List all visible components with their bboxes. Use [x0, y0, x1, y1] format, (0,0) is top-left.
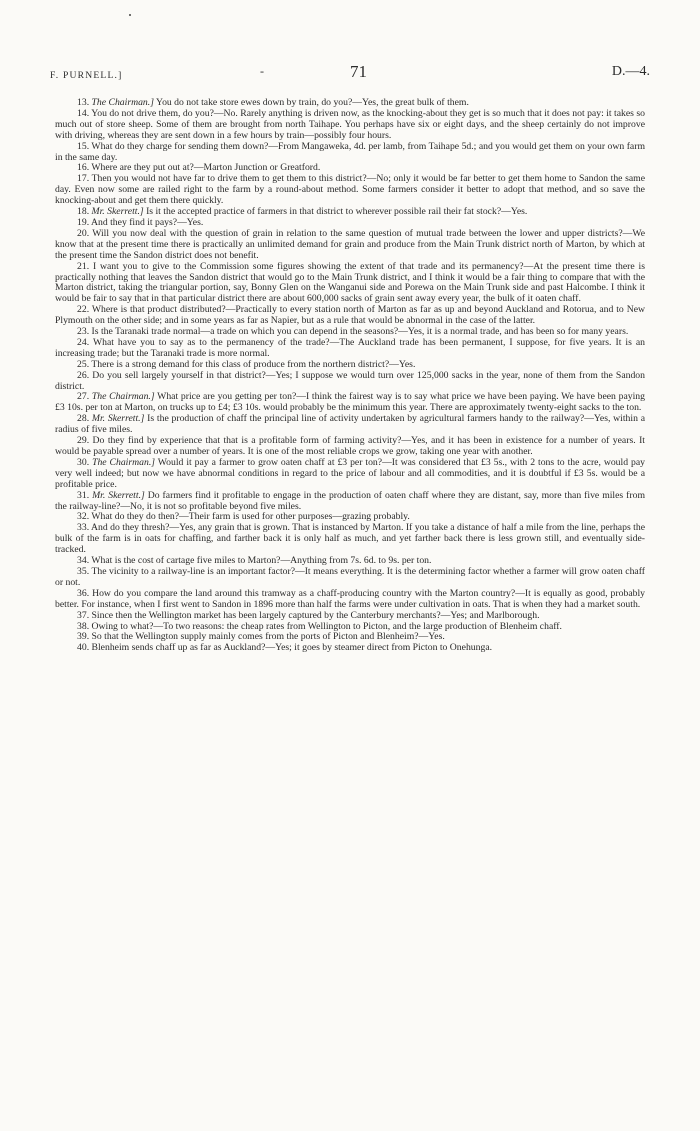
question-answer-text: Owing to what?—To two reasons: the cheap rates from Wellington to Picton, and the large production of Blenheim chaff.: [91, 620, 562, 632]
ink-speck: [129, 14, 131, 16]
speaker-label: Mr. Skerrett.]: [91, 206, 144, 218]
question-answer-paragraph: [55, 414, 645, 436]
question-answer-paragraph: [55, 174, 645, 207]
question-answer-paragraph: [55, 643, 645, 654]
question-number: 34.: [77, 555, 90, 567]
question-answer-text: Then you would not have far to drive them to get them to this district?—No; only it would be far better to get them home to Sandon the same day. Even now some are railed right to the farm by a round-about method. Some farmers consider it better to adopt that method, and so save the knocking-about and get them there quickly.: [55, 173, 645, 207]
question-number: 33.: [77, 522, 90, 534]
question-answer-paragraph: [55, 109, 645, 142]
question-answer-text: And they find it pays?—Yes.: [91, 216, 204, 228]
speaker-label: The Chairman.]: [91, 391, 155, 403]
question-answer-paragraph: [55, 523, 645, 556]
question-answer-text: What price are you getting per ton?—I think the fairest way is to say what price we have been paying. We have been paying £3 10s. per ton at Marton, on trucks up to £4; £3 10s. would probably be the minimum this year. There are approximately twenty-eight sacks to the ton.: [55, 391, 645, 414]
page-number: 71: [350, 62, 367, 81]
speaker-label: Mr. Skerrett.]: [92, 489, 145, 501]
question-answer-paragraph: [55, 436, 645, 458]
question-number: 24.: [77, 336, 90, 348]
question-number: 21.: [77, 260, 90, 272]
question-answer-paragraph: [55, 305, 645, 327]
question-number: 27.: [77, 391, 90, 403]
question-number: 26.: [77, 369, 90, 381]
witness-name: F. PURNELL.]: [50, 70, 123, 81]
question-answer-paragraph: [55, 589, 645, 611]
question-number: 17.: [77, 173, 90, 185]
question-answer-text: Will you now deal with the question of grain in relation to the same question of mutual trade between the lower and upper districts?—We know that at the present time there is practically an unlimited demand for grain and produce from the Main Trunk district north of Marton, by which at the present time the Sandon district does not benefit.: [55, 227, 645, 261]
question-answer-text: There is a strong demand for this class of produce from the northern district?—Yes.: [91, 358, 416, 370]
question-answer-text: The vicinity to a railway-line is an important factor?—It means everything. It is the determining factor whether a farmer will grow oaten chaff or not.: [55, 565, 645, 588]
question-answer-paragraph: [55, 142, 645, 164]
question-answer-text: What have you to say as to the permanency of the trade?—The Auckland trade has been permanent, I suppose, for five years. It is an increasing trade; but the Taranaki trade is more normal.: [55, 336, 646, 359]
question-number: 15.: [77, 140, 90, 152]
question-answer-text: Since then the Wellington market has been largely captured by the Canterbury merchants?—Yes; and Marlborough.: [91, 609, 540, 621]
question-number: 25.: [77, 358, 90, 370]
question-answer-text: And do they thresh?—Yes, any grain that is grown. That is instanced by Marton. If you take a distance of half a mile from the line, perhaps the bulk of the farm is in oats for chaffing, and farther back it is only half as much, and yet farther back there is less grown still, and eventually side-tracked.: [55, 522, 646, 556]
question-number: 13.: [77, 97, 90, 108]
question-answer-text: You do not take store ewes down by train, do you?—Yes, the great bulk of them.: [153, 97, 469, 108]
question-answer-text: Do you sell largely yourself in that district?—Yes; I suppose we would turn over 125,000 sacks in the year, none of them from the Sandon district.: [55, 369, 645, 392]
question-answer-text: So that the Wellington supply mainly comes from the ports of Picton and Blenheim?—Yes.: [91, 631, 445, 643]
question-answer-text: Is the production of chaff the principal line of activity undertaken by agricultural farmers handy to the railway?—Yes, within a radius of five miles.: [55, 413, 646, 436]
question-answer-text: Where are they put out at?—Marton Junction or Greatford.: [91, 162, 321, 174]
question-number: 38.: [77, 620, 90, 632]
question-number: 30.: [77, 456, 90, 468]
question-answer-text: Would it pay a farmer to grow oaten chaff at £3 per ton?—It was considered that £3 5s., with 2 tons to the acre, would pay very well indeed; but now we have abnormal conditions in regard to the price of labour and all commodities, and it is doubtful if £3 5s. would be a profitable price.: [55, 456, 645, 490]
question-answer-paragraph: [55, 567, 645, 589]
question-answer-text: Where is that product distributed?—Practically to every station north of Marton as far as up and beyond Auckland and Rotorua, and to New Plymouth on the other side; and in some years as far as Napier, but as a rule that would be abnormal in the case of the latter.: [55, 304, 645, 327]
question-answer-paragraph: [55, 491, 645, 513]
testimony-body: [55, 98, 645, 654]
question-answer-text: Blenheim sends chaff up as far as Auckland?—Yes; it goes by steamer direct from Picton to Onehunga.: [91, 642, 493, 654]
question-answer-text: Is it the accepted practice of farmers in that district to wherever possible rail their fat stock?—Yes.: [143, 206, 528, 218]
question-number: 40.: [77, 642, 90, 654]
question-answer-text: How do you compare the land around this tramway as a chaff-producing country with the Marton country?—It is equally as good, probably better. For instance, when I first went to Sandon in 1896 more than half the farms were under cultivation in oats. That is when they had a market south.: [55, 587, 645, 610]
question-number: 39.: [77, 631, 90, 643]
question-number: 22.: [77, 304, 90, 316]
question-answer-text: I want you to give to the Commission some figures showing the extent of that trade and its permanency?—At the present time there is practically nothing that leaves the Sandon district that would go to the Main Trunk district, and I think it would be a fair thing to compare that with the Marton district, taking the triangular portion, say, Bonny Glen on the Wanganui side and Porewa on the Main Trunk side and past Halcombe. I think it would be fair to say that in that particular district there are about 600,000 sacks of grain sent away every year, the bulk of it oaten chaff.: [55, 260, 645, 305]
question-number: 16.: [77, 162, 90, 174]
question-number: 35.: [77, 565, 90, 577]
speaker-label: The Chairman.]: [91, 97, 154, 108]
question-answer-text: What do they do then?—Their farm is used for other purposes—grazing probably.: [91, 511, 410, 523]
question-answer-paragraph: [55, 392, 645, 414]
question-number: 18.: [77, 206, 90, 218]
question-answer-text: Do farmers find it profitable to engage in the production of oaten chaff where they are distant, say, more than five miles from the railway-line?—No, it is not so profitable beyond five miles.: [55, 489, 645, 512]
question-answer-paragraph: [55, 458, 645, 491]
question-answer-paragraph: [55, 229, 645, 262]
question-number: 28.: [77, 413, 90, 425]
question-number: 29.: [77, 435, 90, 447]
running-header: [50, 62, 650, 84]
question-answer-text: You do not drive them, do you?—No. Rarely anything is driven now, as the knocking-about they get is so much that it does not pay: it takes so much out of store sheep. Some of them are brought from north Taihape. You perhaps have six or eight days, and the sheep certainly do not improve with driving, whereas they are sent down in a few hours by train—possibly four hours.: [55, 107, 645, 141]
speaker-label: The Chairman.]: [92, 456, 156, 468]
question-answer-paragraph: [55, 338, 645, 360]
question-number: 32.: [77, 511, 90, 523]
question-answer-text: Do they find by experience that that is a profitable form of farming activity?—Yes, and it has been in existence for a number of years. It would be payable spread over a number of years. It is one of the most reliable crops we grow, taking one year with another.: [55, 435, 645, 457]
document-reference: D.—4.: [611, 64, 650, 79]
question-number: 23.: [77, 326, 90, 338]
question-answer-text: What do they charge for sending them down?—From Mangaweka, 4d. per lamb, from Taihape 5d.; and you would get them on your own farm in the same day.: [55, 140, 645, 163]
question-answer-paragraph: [55, 371, 645, 393]
question-number: 37.: [77, 609, 90, 621]
question-answer-paragraph: [55, 262, 645, 306]
question-number: 36.: [77, 587, 90, 599]
header-dash: -: [260, 64, 264, 78]
question-answer-text: What is the cost of cartage five miles to Marton?—Anything from 7s. 6d. to 9s. per ton.: [91, 555, 432, 567]
question-number: 20.: [77, 227, 90, 239]
speaker-label: Mr. Skerrett.]: [91, 413, 145, 425]
question-number: 19.: [77, 216, 90, 228]
question-number: 31.: [77, 489, 90, 501]
question-number: 14.: [77, 107, 90, 119]
question-answer-text: Is the Taranaki trade normal—a trade on which you can depend in the seasons?—Yes, it is a normal trade, and has been so for many years.: [91, 326, 629, 338]
